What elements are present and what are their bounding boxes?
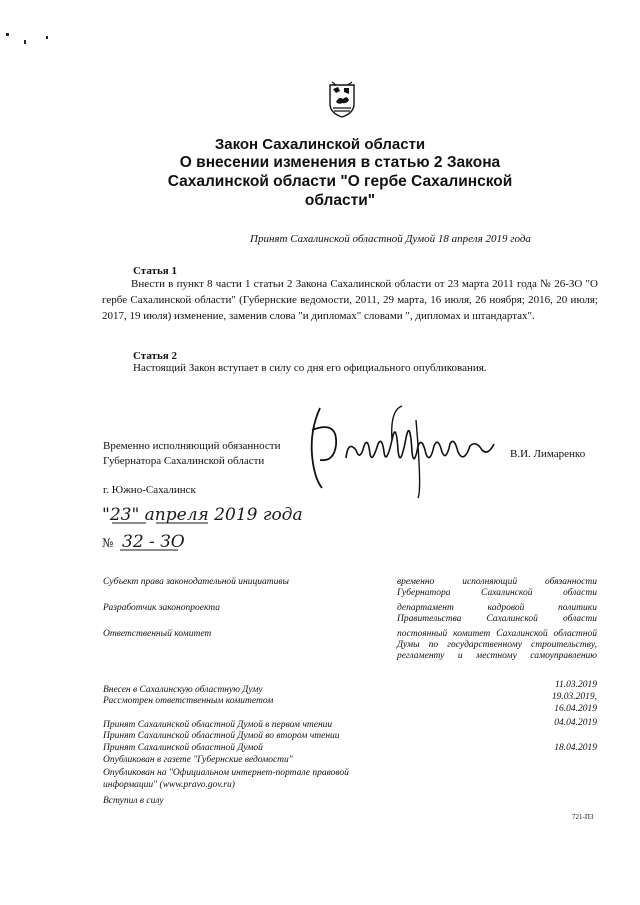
- event-date: 04.04.2019: [554, 718, 597, 728]
- governor-position: [103, 439, 280, 469]
- subject-label: Субъект права законодательной инициативы: [103, 577, 289, 587]
- coat-of-arms-emblem: [327, 80, 357, 118]
- event-label: Внесен в Сахалинскую областную Думу: [103, 685, 263, 695]
- scan-speck: [6, 33, 9, 36]
- event-label: Принят Сахалинской областной Думой во втором чтении: [103, 731, 340, 741]
- law-title: Закон Сахалинской области: [214, 136, 426, 153]
- svg-text:№: №: [102, 536, 114, 550]
- signing-city: г. Южно-Сахалинск: [103, 484, 196, 496]
- event-label: информации" (www.pravo.gov.ru): [103, 780, 235, 790]
- committee-label: Ответственный комитет: [103, 629, 212, 639]
- article1-heading: Статья 1: [133, 265, 177, 277]
- governor-position-line1: Временно исполняющий обязанности: [103, 440, 281, 452]
- developer-label: Разработчик законопроекта: [103, 603, 221, 613]
- svg-text:32 - ЗО: 32 - ЗО: [122, 532, 185, 552]
- event-label: Рассмотрен ответственным комитетом: [103, 696, 274, 706]
- article2-heading: Статья 2: [133, 350, 177, 362]
- law-subtitle: О внесении изменения в статью 2 Закона Сахалинской области "О гербе Сахалинской области": [167, 154, 513, 209]
- adoption-note: Принят Сахалинской областной Думой 18 апреля 2019 года: [250, 233, 531, 245]
- event-date: 19.03.2019,: [551, 692, 597, 702]
- event-label: Вступил в силу: [103, 796, 164, 806]
- handwritten-date-and-number: [98, 500, 308, 560]
- event-label: Принят Сахалинской областной Думой: [103, 743, 263, 753]
- event-date: 16.04.2019: [554, 704, 597, 714]
- governor-name: В.И. Лимаренко: [510, 448, 586, 460]
- subject-value: временно исполняющий обязанности Губернатора Сахалинской области: [397, 577, 597, 598]
- print-code: 721-П3: [572, 813, 594, 821]
- event-date: 11.03.2019: [554, 680, 597, 690]
- event-label: Принят Сахалинской областной Думой в первом чтении: [103, 720, 333, 730]
- article2-text: Настоящий Закон вступает в силу со дня его официального опубликования.: [133, 362, 487, 374]
- scan-speck: [24, 40, 26, 44]
- developer-value: департамент кадровой политики Правительства Сахалинской области: [397, 603, 597, 624]
- svg-text:"23" апреля 2019 года: "23" апреля 2019 года: [102, 505, 303, 525]
- event-label: Опубликован на "Официальном интернет-портале правовой: [103, 768, 349, 778]
- article1-text: Внести в пункт 8 части 1 статьи 2 Закона Сахалинской области от 23 марта 2011 года № 26-ЗО "О гербе Сахалинской области" (Губернские ведомости, 2011, 29 марта, 16 июля, 26 ноября; 2016, 20 июля; 2017, 19 июля) изменение, заменив слова "и дипломах" словами ", дипломах и штандартах".: [102, 278, 598, 322]
- committee-value: постоянный комитет Сахалинской областной Думы по государственному строительству, регламенту и местному самоуправлению: [397, 629, 597, 661]
- handwritten-signature: [298, 400, 503, 500]
- governor-position-line2: Губернатора Сахалинской области: [103, 455, 265, 467]
- event-date: 18.04.2019: [554, 743, 597, 753]
- scan-speck: [46, 36, 48, 39]
- event-label: Опубликован в газете "Губернские ведомости": [103, 755, 293, 765]
